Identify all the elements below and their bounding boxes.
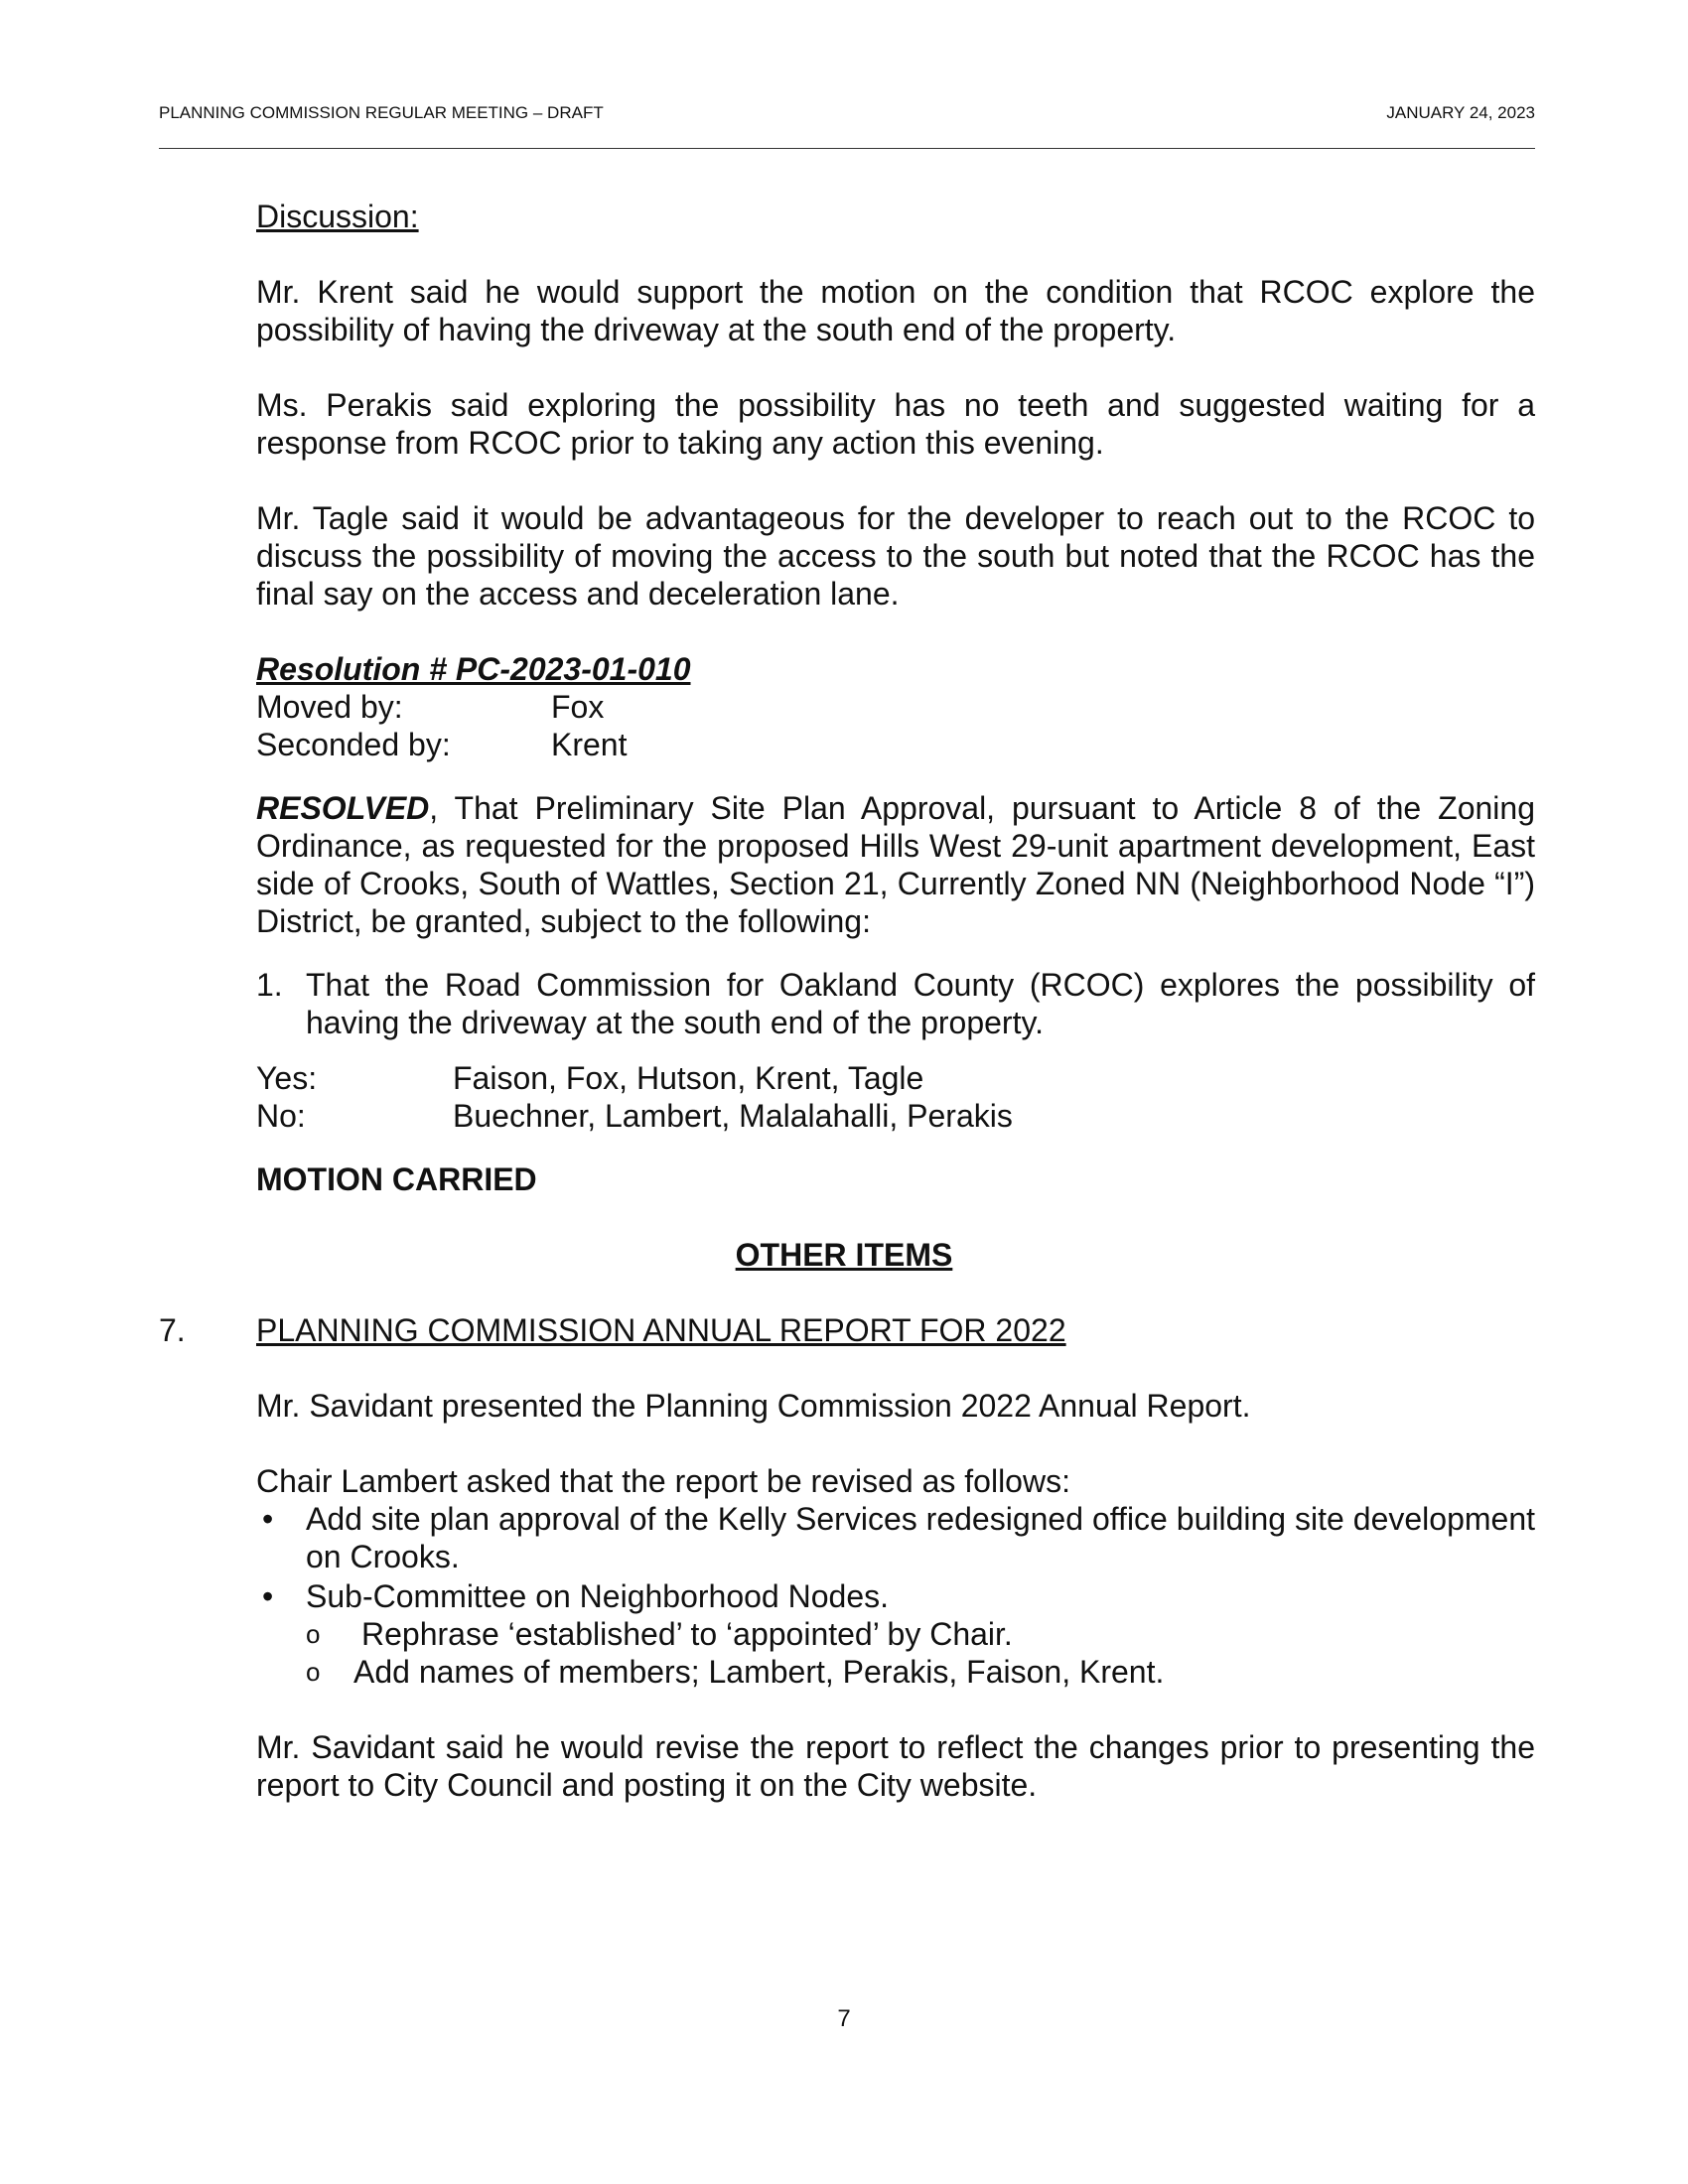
condition-text: That the Road Commission for Oakland County (RCOC) explores the possibility of having the driveway at the south end of the property. [306,967,1535,1040]
item-paragraph: Mr. Savidant presented the Planning Commission 2022 Annual Report. [256,1388,1251,1424]
resolved-text: , That Preliminary Site Plan Approval, pursuant to Article 8 of the Zoning Ordinance, as requested for the proposed Hills West 29-unit apartment development, East side of Crooks, South of Wattles, Section 21, Currently Zoned NN (Neighborhood Node “I”) District, be granted, subject to the following: [256,790,1535,939]
sub-list-item: Add names of members; Lambert, Perakis, Faison, Krent. [353,1654,1165,1690]
resolved-keyword: RESOLVED [256,790,430,826]
sub-bullet-icon: o [306,1657,321,1687]
list-item: Sub-Committee on Neighborhood Nodes. [306,1578,889,1614]
vote-no-value: Buechner, Lambert, Malalahalli, Perakis [453,1098,1013,1134]
header-divider [159,148,1535,149]
sub-bullet-icon: o [306,1619,321,1649]
page-number: 7 [837,2005,851,2032]
motion-outcome: MOTION CARRIED [256,1161,537,1197]
discussion-paragraph: Mr. Tagle said it would be advantageous for the developer to reach out to the RCOC to discuss the possibility of moving the access to the south but noted that the RCOC has the final say on the access and deceleration lane. [256,500,1535,612]
seconded-by-label: Seconded by: [256,727,451,762]
discussion-heading: Discussion: [256,199,419,234]
other-items-heading: OTHER ITEMS [735,1237,953,1273]
sub-list-item: Rephrase ‘established’ to ‘appointed’ by Chair. [361,1616,1013,1652]
vote-no-label: No: [256,1098,306,1134]
resolution-title: Resolution # PC-2023-01-010 [256,651,691,687]
moved-by-label: Moved by: [256,689,403,725]
item-paragraph: Mr. Savidant said he would revise the report to reflect the changes prior to presenting the report to City Council and posting it on the City website. [256,1729,1535,1803]
vote-yes-row [256,1059,1249,1097]
seconded-by-value: Krent [551,727,628,762]
discussion-paragraph: Mr. Krent said he would support the motion on the condition that RCOC explore the possibility of having the driveway at the south end of the property. [256,274,1535,347]
vote-no-row [256,1097,1249,1135]
list-item: Add site plan approval of the Kelly Services redesigned office building site development on Crooks. [306,1501,1535,1574]
vote-yes-value: Faison, Fox, Hutson, Krent, Tagle [453,1060,924,1096]
item-title: PLANNING COMMISSION ANNUAL REPORT FOR 2022 [256,1312,1066,1348]
section-heading-other-items [0,1236,1688,1274]
resolved-paragraph [256,789,1535,940]
vote-yes-label: Yes: [256,1060,318,1096]
header-title: PLANNING COMMISSION REGULAR MEETING – DRAFT [159,103,604,122]
moved-by-value: Fox [551,689,605,725]
discussion-paragraph: Ms. Perakis said exploring the possibility has no teeth and suggested waiting for a response from RCOC prior to taking any action this evening. [256,387,1535,461]
seconded-by-row [256,726,852,763]
bullet-icon: • [262,1501,274,1537]
moved-by-row [256,688,852,726]
bullet-icon: • [262,1578,274,1614]
header-date: JANUARY 24, 2023 [1386,103,1535,122]
condition-number: 1. [256,967,283,1003]
item-number: 7. [159,1312,186,1348]
item-paragraph: Chair Lambert asked that the report be revised as follows: [256,1463,1070,1499]
